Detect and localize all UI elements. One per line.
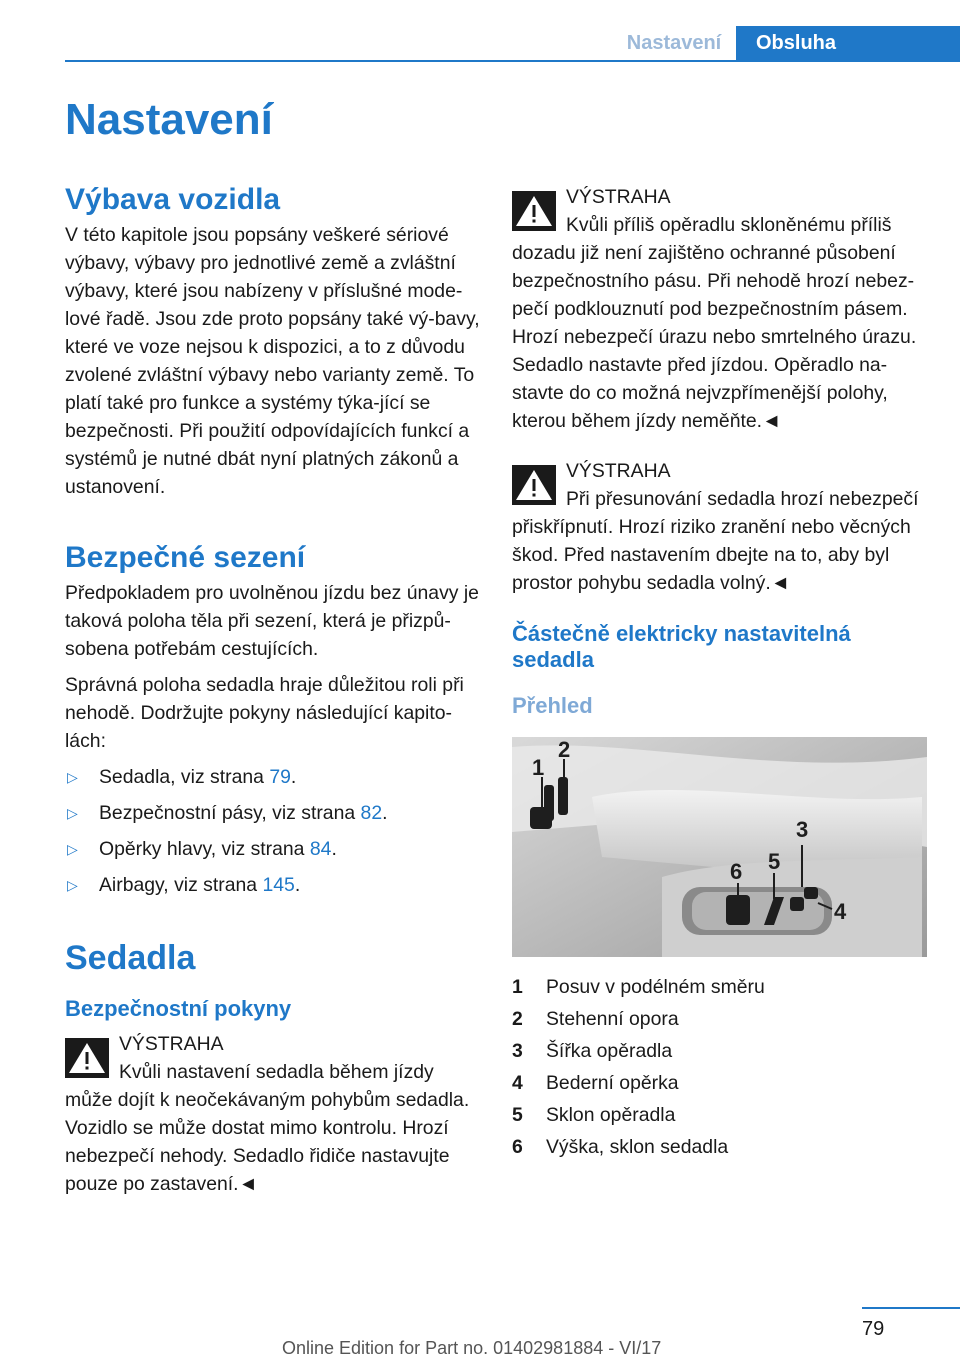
header-rule xyxy=(65,60,960,62)
page-link[interactable]: 79 xyxy=(269,766,291,788)
legend-item: 5 Sklon opěradla xyxy=(512,1104,676,1126)
heading-overview: Přehled xyxy=(512,693,593,718)
left-column xyxy=(65,183,480,1214)
warning-text: Kvůli příliš opěradlu skloněnému příliš dozadu již není zajištěno ochranné působení bezpečnostního pásu. Při nehodě hrozí nebez-pečí podklouznutí pod bezpečnostním pásem. Hrozí nebezpečí úrazu nebo smrtelného úrazu. Sedadlo nastavte před jízdou. Opěradlo na-stavte do co možná nejvzpřímenější polohy, kterou během jízdy neměňte.◄ xyxy=(512,214,917,432)
list-item: ▷ Airbagy, viz strana 145. xyxy=(65,871,480,899)
callout-2: 2 xyxy=(558,737,571,762)
warning-text: Kvůli nastavení sedadla během jízdy může dojít k neočekávaným pohybům sedadla. Vozidlo se může dostat mimo kontrolu. Hrozí nebezpečí nehody. Sedadlo řidiče nastavujte pouze po zastavení.◄ xyxy=(65,1061,470,1195)
warning-icon xyxy=(65,1038,109,1078)
warning-text: Při přesunování sedadla hrozí nebezpečí přiskřípnutí. Hrozí riziko zranění nebo věcných škod. Před nastavením dbejte na to, aby byl prostor pohybu sedadla volný.◄ xyxy=(512,488,919,594)
cross-reference-list xyxy=(65,763,480,899)
legend-item: 2 Stehenní opora xyxy=(512,1008,679,1030)
page-number: 79 xyxy=(862,1318,885,1340)
legend-item: 4 Bederní opěrka xyxy=(512,1072,679,1094)
warning-icon xyxy=(512,465,556,505)
heading-equipment: Výbava vozidla xyxy=(65,183,281,216)
legend-item: 1 Posuv v podélném směru xyxy=(512,976,765,998)
list-item: ▷ Sedadla, viz strana 79. xyxy=(65,763,480,791)
page-link[interactable]: 145 xyxy=(262,874,295,896)
warning-box xyxy=(65,1030,480,1198)
callout-4: 4 xyxy=(834,899,847,924)
safe-seating-text-2: Správná poloha sedadla hraje důležitou roli při nehodě. Dodržujte pokyny následující kapito-lách: xyxy=(65,674,464,752)
list-item: ▷ Bezpečnostní pásy, viz strana 82. xyxy=(65,799,480,827)
edition-note: Online Edition for Part no. 01402981884 - VI/17 xyxy=(282,1338,662,1358)
seat-controls-illustration xyxy=(512,737,927,957)
warning-title: VÝSTRAHA xyxy=(119,1033,224,1055)
triangle-bullet-icon: ▷ xyxy=(67,769,78,785)
right-column xyxy=(512,183,927,1163)
safe-seating-text-1: Předpokladem pro uvolněnou jízdu bez únavy je taková poloha těla při sezení, která je přizpů-sobena potřebám cestujících. xyxy=(65,582,479,660)
page-link[interactable]: 84 xyxy=(309,838,332,860)
triangle-bullet-icon: ▷ xyxy=(67,877,78,893)
legend-item: 6 Výška, sklon sedadla xyxy=(512,1136,729,1158)
page-title: Nastavení xyxy=(65,95,273,144)
callout-1: 1 xyxy=(532,755,545,780)
legend-item: 3 Šířka opěradla xyxy=(512,1040,673,1062)
warning-box xyxy=(512,183,927,435)
heading-safe-seating: Bezpečné sezení xyxy=(65,541,306,574)
warning-box xyxy=(512,457,927,597)
warning-icon xyxy=(512,191,556,231)
figure-legend xyxy=(512,971,927,1163)
heading-safety-notes: Bezpečnostní pokyny xyxy=(65,996,292,1021)
page-link[interactable]: 82 xyxy=(360,802,383,824)
triangle-bullet-icon: ▷ xyxy=(67,841,78,857)
callout-3: 3 xyxy=(796,817,809,842)
tab-nastaveni[interactable]: Nastavení xyxy=(626,32,722,54)
list-item: ▷ Opěrky hlavy, viz strana 84. xyxy=(65,835,480,863)
equipment-text: V této kapitole jsou popsány veškeré sériové výbavy, výbavy pro jednotlivé země a zvláštní výbavy, které jsou nabízeny v příslušné mode-lové řadě. Jsou zde proto popsány také vý-bavy, které ve voze nejsou k dispozici, a to z důvodu zvolené zvláštní výbavy nebo varianty země. To platí také pro funkce a systémy týka-jící se bezpečnosti. Při použití odpovídajících funkcí a systémů je nutné dbát nyní platných zákonů a ustanovení. xyxy=(65,224,480,498)
tab-obsluha[interactable]: Obsluha xyxy=(736,26,960,60)
footer-rule xyxy=(862,1307,960,1309)
heading-partially-electric-seats: Částečně elektricky nastavitelná sedadla xyxy=(512,621,851,672)
callout-5: 5 xyxy=(768,849,781,874)
warning-title: VÝSTRAHA xyxy=(566,460,671,482)
triangle-bullet-icon: ▷ xyxy=(67,805,78,821)
callout-6: 6 xyxy=(730,859,743,884)
heading-seats: Sedadla xyxy=(65,939,196,977)
warning-title: VÝSTRAHA xyxy=(566,186,671,208)
